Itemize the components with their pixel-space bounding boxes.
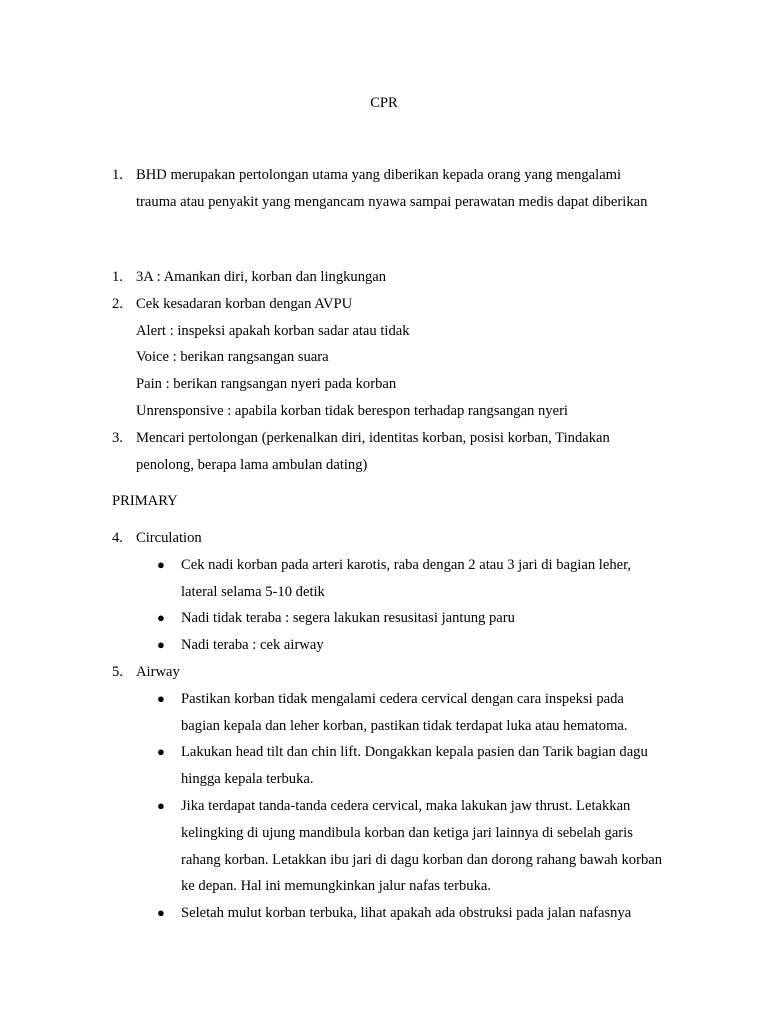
list-item-text: Airway <box>136 663 180 680</box>
avpu-unresponsive: Unrensponsive : apabila korban tidak berespon terhadap rangsangan nyeri <box>136 402 568 419</box>
bullet-continuation: lateral selama 5-10 detik <box>181 583 325 600</box>
list-item-text: Mencari pertolongan (perkenalkan diri, identitas korban, posisi korban, Tindakan <box>136 429 610 446</box>
list-number: 4. <box>112 530 123 546</box>
page-title: CPR <box>370 95 398 111</box>
bullet-item <box>112 686 712 713</box>
bullet-icon: ● <box>157 637 165 653</box>
primary-list <box>112 525 712 927</box>
list-item-text: Cek kesadaran korban dengan AVPU <box>136 295 353 312</box>
list-item-text: 3A : Amankan diri, korban dan lingkungan <box>136 269 387 285</box>
bullet-continuation: ke depan. Hal ini memungkinkan jalur nafas terbuka. <box>181 878 492 895</box>
bullet-item <box>112 793 712 820</box>
bullet-text: Nadi tidak teraba : segera lakukan resusitasi jantung paru <box>181 610 515 627</box>
list-item-airway <box>112 659 712 686</box>
bullet-text: Pastikan korban tidak mengalami cedera cervical dengan cara inspeksi pada <box>181 690 624 707</box>
list-number: 1. <box>112 167 123 183</box>
bullet-text: Cek nadi korban pada arteri karotis, raba dengan 2 atau 3 jari di bagian leher, <box>181 556 632 573</box>
list-item-continuation: trauma atau penyakit yang mengancam nyawa sampai perawatan medis dapat diberikan <box>136 193 648 210</box>
avpu-alert: Alert : inspeksi apakah korban sadar atau tidak <box>136 322 410 339</box>
bullet-text: Seletah mulut korban terbuka, lihat apakah ada obstruksi pada jalan nafasnya <box>181 905 632 922</box>
definition-list <box>112 162 712 216</box>
list-item <box>112 264 712 291</box>
bullet-text: Nadi teraba : cek airway <box>181 637 324 654</box>
list-item <box>112 425 712 452</box>
avpu-voice: Voice : berikan rangsangan suara <box>136 349 329 366</box>
bullet-icon: ● <box>157 905 165 921</box>
bullet-icon: ● <box>157 690 165 706</box>
list-item-text: Circulation <box>136 530 202 546</box>
bullet-icon: ● <box>157 610 165 626</box>
list-item <box>112 291 712 318</box>
bullet-item <box>112 900 712 927</box>
avpu-pain: Pain : berikan rangsangan nyeri pada korban <box>136 376 397 393</box>
bullet-continuation: rahang korban. Letakkan ibu jari di dagu korban dan dorong rahang bawah korban <box>181 851 663 868</box>
bullet-text: Lakukan head tilt dan chin lift. Dongakkan kepala pasien dan Tarik bagian dagu <box>181 744 648 761</box>
list-number: 5. <box>112 663 123 680</box>
bullet-item <box>112 552 712 579</box>
list-item-circulation <box>112 525 712 552</box>
bullet-item <box>112 632 712 659</box>
bullet-text: Jika terdapat tanda-tanda cedera cervical, maka lakukan jaw thrust. Letakkan <box>181 797 631 814</box>
list-item <box>112 162 712 189</box>
list-number: 1. <box>112 269 123 285</box>
list-item-continuation: penolong, berapa lama ambulan dating) <box>136 456 368 473</box>
bullet-continuation: kelingking di ujung mandibula korban dan ketiga jari lainnya di sebelah garis <box>181 824 633 841</box>
steps-list <box>112 264 712 478</box>
list-item-text: BHD merupakan pertolongan utama yang diberikan kepada orang yang mengalami <box>136 167 622 183</box>
bullet-item <box>112 605 712 632</box>
section-heading-primary: PRIMARY <box>112 493 178 509</box>
bullet-continuation: bagian kepala dan leher korban, pastikan tidak terdapat luka atau hematoma. <box>181 717 628 734</box>
bullet-icon: ● <box>157 556 165 572</box>
bullet-icon: ● <box>157 744 165 760</box>
bullet-continuation: hingga kepala terbuka. <box>181 771 314 788</box>
list-number: 2. <box>112 295 123 312</box>
list-number: 3. <box>112 429 123 446</box>
bullet-icon: ● <box>157 797 165 813</box>
bullet-item <box>112 739 712 766</box>
